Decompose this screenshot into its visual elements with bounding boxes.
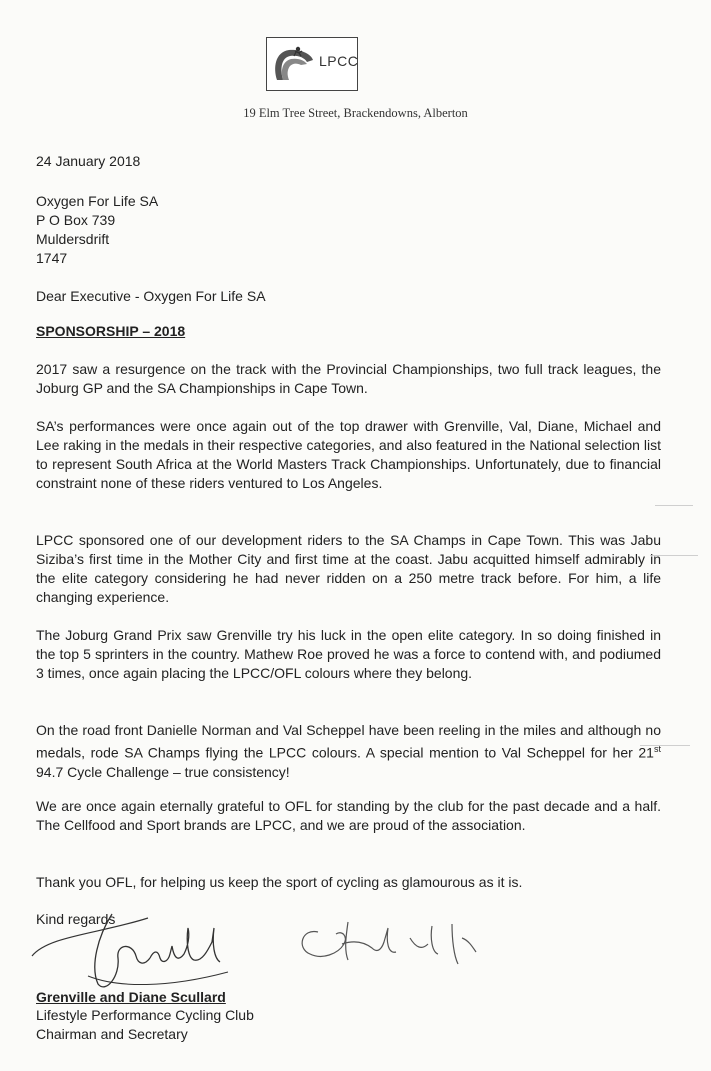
signature-grenville xyxy=(28,906,258,996)
signatory-role: Chairman and Secretary xyxy=(36,1026,188,1042)
paragraph-5-text-end: 94.7 Cycle Challenge – true consistency! xyxy=(36,763,290,780)
paragraph-6: We are once again eternally grateful to OFL for standing by the club for the past decade and a half. The Cellfood and Sport brands are LPCC, and we are proud of the association. xyxy=(36,798,661,833)
paragraph-2: SA’s performances were once again out of the top drawer with Grenville, Val, Diane, Michael and Lee raking in the medals in their respective categories, and also featured in the National selection list to represent South Africa at the World Masters Track Championships. Unfortunately, due to financial constraint none of these riders ventured to Los Angeles. xyxy=(36,418,661,491)
paragraph-7: Thank you OFL, for helping us keep the sport of cycling as glamourous as it is. xyxy=(36,874,523,890)
signatory-names: Grenville and Diane Scullard xyxy=(36,989,226,1005)
recipient-postcode: 1747 xyxy=(36,250,68,266)
salutation: Dear Executive - Oxygen For Life SA xyxy=(36,288,266,304)
paragraph-3: LPCC sponsored one of our development riders to the SA Champs in Cape Town. This was Jabu Siziba’s first time in the Mother City and first time at the coast. Jabu acquitted himself admirably in the elite category considering he had never ridden on a 250 metre track before. For him, a life changing experience. xyxy=(36,532,661,605)
signatory-club: Lifestyle Performance Cycling Club xyxy=(36,1007,254,1023)
closing: Kind regards xyxy=(36,911,116,927)
subject-heading: SPONSORSHIP – 2018 xyxy=(36,323,186,339)
paragraph-5-text: On the road front Danielle Norman and Val Scheppel have been reeling in the miles and although no medals, rode SA Champs flying the LPCC colours. A special mention to Val Scheppel for her 21 xyxy=(36,722,661,761)
recipient-town: Muldersdrift xyxy=(36,231,110,247)
recipient-pobox: P O Box 739 xyxy=(36,212,116,228)
paragraph-1: 2017 saw a resurgence on the track with the Provincial Championships, two full track leagues, the Joburg GP and the SA Championships in Cape Town. xyxy=(36,361,661,396)
logo-text: LPCC xyxy=(319,53,359,69)
paragraph-4: The Joburg Grand Prix saw Grenville try his luck in the open elite category. In so doing finished in the top 5 sprinters in the country. Mathew Roe proved he was a force to contend with, and podiumed 3 times, once again placing the LPCC/OFL colours where they belong. xyxy=(36,627,661,681)
signature-diane xyxy=(292,918,492,978)
paragraph-5 xyxy=(36,721,661,782)
letter-date: 24 January 2018 xyxy=(36,153,141,169)
cyclist-on-track-icon xyxy=(271,42,317,86)
letterhead-logo xyxy=(266,37,358,91)
ordinal-suffix: st xyxy=(653,744,661,754)
letterhead-address: 19 Elm Tree Street, Brackendowns, Alberton xyxy=(243,106,468,120)
scan-mark xyxy=(655,505,693,506)
recipient-name: Oxygen For Life SA xyxy=(36,193,159,209)
